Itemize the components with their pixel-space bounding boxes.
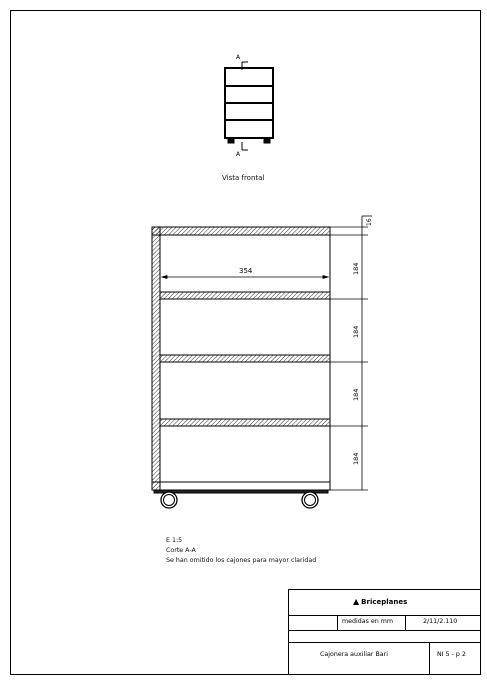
base	[154, 490, 328, 493]
bottom-board	[152, 482, 330, 490]
dim-width-label: 354	[239, 267, 253, 275]
dim-spacing-label: 184	[352, 452, 360, 465]
front-view-label: Vista frontal	[222, 174, 265, 182]
caster	[161, 492, 177, 508]
title-block-divider	[429, 642, 430, 675]
scale-note: E 1:5	[166, 537, 183, 544]
title-block-divider	[289, 642, 480, 643]
front-view	[225, 62, 273, 150]
back-panel	[152, 227, 160, 490]
front-view-wheel	[264, 138, 270, 143]
caster	[302, 492, 318, 508]
sheet-number: NI 5 - p 2	[437, 651, 466, 658]
omission-note: Se han omitido los cajones para mayor claridad	[166, 557, 317, 564]
top-board	[152, 227, 330, 235]
shelf	[160, 419, 330, 426]
title-block-divider	[289, 630, 480, 631]
width-dimension	[162, 276, 328, 279]
dim-spacing-label: 184	[352, 262, 360, 275]
height-dimensions	[330, 216, 372, 490]
section-marker-top: A	[236, 54, 241, 61]
date-label: 2/11/2.110	[423, 618, 458, 625]
drawing-title: Cajonera auxiliar Bari	[320, 651, 388, 658]
units-label: medidas en mm	[342, 618, 394, 625]
shelf	[160, 292, 330, 299]
shelf	[160, 355, 330, 362]
title-block	[288, 589, 481, 675]
section-marker-bottom: A	[236, 151, 241, 158]
title-block-divider	[405, 615, 406, 630]
logo-icon: ▲	[353, 597, 360, 606]
section-note: Corte A-A	[166, 547, 196, 554]
dim-spacing-label: 184	[352, 325, 360, 338]
title-block-divider	[289, 615, 480, 616]
front-view-wheel	[228, 138, 234, 143]
brand-logo	[353, 598, 407, 606]
brand-name: Briceplanes	[361, 598, 408, 606]
dim-top-board-label: 16	[366, 218, 373, 226]
dim-spacing-label: 184	[352, 388, 360, 401]
title-block-divider	[337, 615, 338, 630]
